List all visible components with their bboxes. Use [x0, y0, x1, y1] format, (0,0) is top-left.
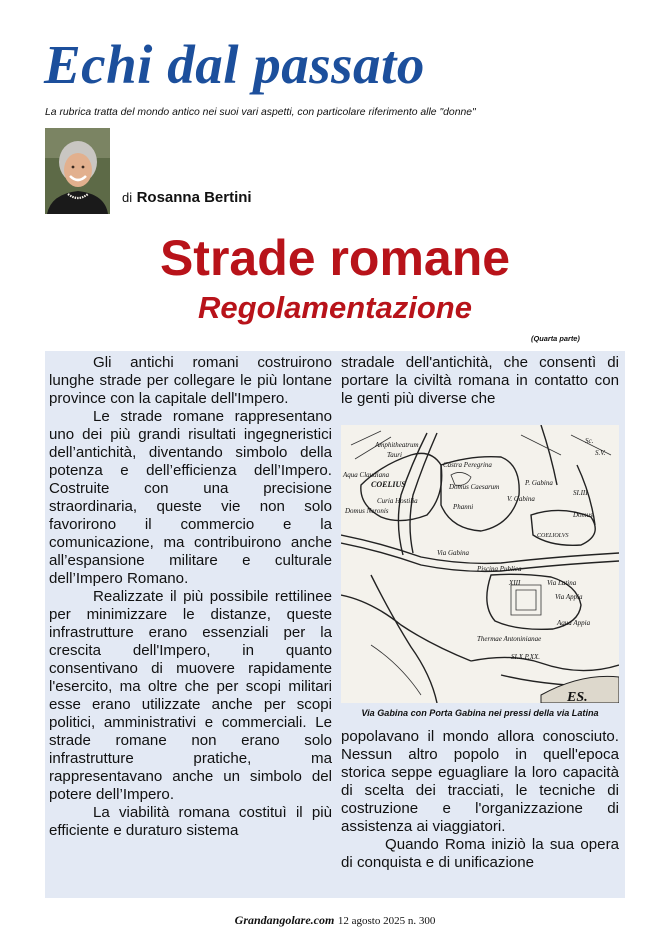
map-label-amphitheatrum: Amphitheatrum — [375, 441, 419, 449]
map-label-castra-peregrina: Castra Peregrina — [443, 461, 492, 469]
paragraph: stradale dell'antichità, che consentì di portare la civiltà romana in contatto con le genti più diverse che — [341, 354, 619, 407]
paragraph: popolavano il mondo allora conosciuto. Nessun altro popolo in quell'epoca storica seppe eguagliare la loro capacità di scelta dei tracciati, le tecniche di costruzione e l'organizzazione di assistenza ai viaggiatori. — [341, 728, 619, 835]
map-label-via-appia: Via Appia — [555, 593, 583, 601]
author-name: Rosanna Bertini — [136, 189, 252, 206]
footer-site: Grandangolare.com — [234, 913, 335, 927]
byline-prefix: di — [122, 190, 133, 205]
map-label-v-gabina: V. Gabina — [507, 495, 535, 503]
left-column — [49, 354, 332, 840]
map-label-via-gabina: Via Gabina — [437, 549, 469, 557]
map-label-piscina-publica: Piscina Publica — [477, 565, 522, 573]
footer — [0, 913, 670, 928]
paragraph: Gli antichi romani costruirono lunghe strade per collegare le più lontane province con la capitale dell'Impero. — [49, 354, 332, 407]
footer-issue: 12 agosto 2025 n. 300 — [337, 915, 436, 927]
map-label-sv: S.V. — [595, 449, 606, 457]
rubrica-title: Echi dal passato — [44, 34, 425, 95]
paragraph: Quando Roma iniziò la sua opera di conquista e di unificazione — [341, 836, 619, 871]
paragraph: Realizzate il più possibile rettilinee per minimizzare le distanze, queste infrastrutture erano essenziali per la crescita dell'Impero, in quanto consentivano di muovere rapidamente l'esercito, ma oltre che per scopi militari esse erano utilizzate anche per scopi politici, amministrativi e commerciali. Le strade romane non erano solo infrastrutture pratiche, ma rappresentavano anche un simbolo del potere dell’Impero. — [49, 588, 332, 803]
paragraph: Le strade romane rappresentano uno dei più grandi risultati ingegneristici dell’antichità, diventando simbolo della potenza e dell’efficienza dell’Impero. Costruite con una precisione straordinaria, queste vie non solo favorirono il commercio e la comunicazione, ma contribuirono anche all’espansione militare e culturale dell’Impero Romano. — [49, 408, 332, 587]
right-column-top — [341, 354, 619, 408]
article-body — [45, 351, 625, 898]
map-label-sc: Sc. — [585, 437, 594, 445]
map-label-xiii: XIII — [509, 579, 521, 587]
article-title: Strade romane — [159, 230, 511, 286]
map-label-phanni: Phanni — [453, 503, 474, 511]
map-label-porta-gabina: P. Gabina — [525, 479, 553, 487]
map-label-aqua-claudiana: Aqua Claudiana — [343, 471, 390, 479]
map-label-es: ES. — [567, 690, 588, 703]
map-label-coelius: COELIUS — [371, 480, 406, 489]
article-part: (Quarta parte) — [531, 334, 580, 343]
paragraph: La viabilità romana costituì il più efficiente e duraturo sistema — [49, 804, 332, 839]
map-label-domus: Domus — [573, 511, 593, 519]
map-label-si-iii: SI.III. — [573, 489, 590, 497]
map-figure — [341, 425, 619, 703]
byline — [122, 189, 252, 207]
map-label-via-latina: Via Latina — [547, 579, 577, 587]
map-label-aqua-appia: Aqua Appia — [557, 619, 591, 627]
map-label-si-x: SI.X.P.XX. — [511, 653, 541, 661]
map-caption: Via Gabina con Porta Gabina nei pressi della via Latina — [361, 708, 599, 718]
map-label-domus-caesarum: Domus Caesarum — [449, 483, 500, 491]
right-column-bottom — [341, 728, 619, 872]
map-label-curia-hostilia: Curia Hostilia — [377, 497, 418, 505]
rubrica-subtitle: La rubrica tratta del mondo antico nei suoi vari aspetti, con particolare riferimento alle "donne" — [45, 107, 476, 118]
map-label-thermae: Thermae Antoninianae — [477, 635, 542, 643]
author-photo — [45, 128, 110, 214]
article-subtitle: Regolamentazione — [198, 290, 472, 325]
map-label-coeliolus: COELIOLVS — [537, 533, 569, 539]
map-label-domus-neronis: Domus Neronis — [345, 507, 389, 515]
map-label-tauri: Tauri — [387, 451, 402, 459]
